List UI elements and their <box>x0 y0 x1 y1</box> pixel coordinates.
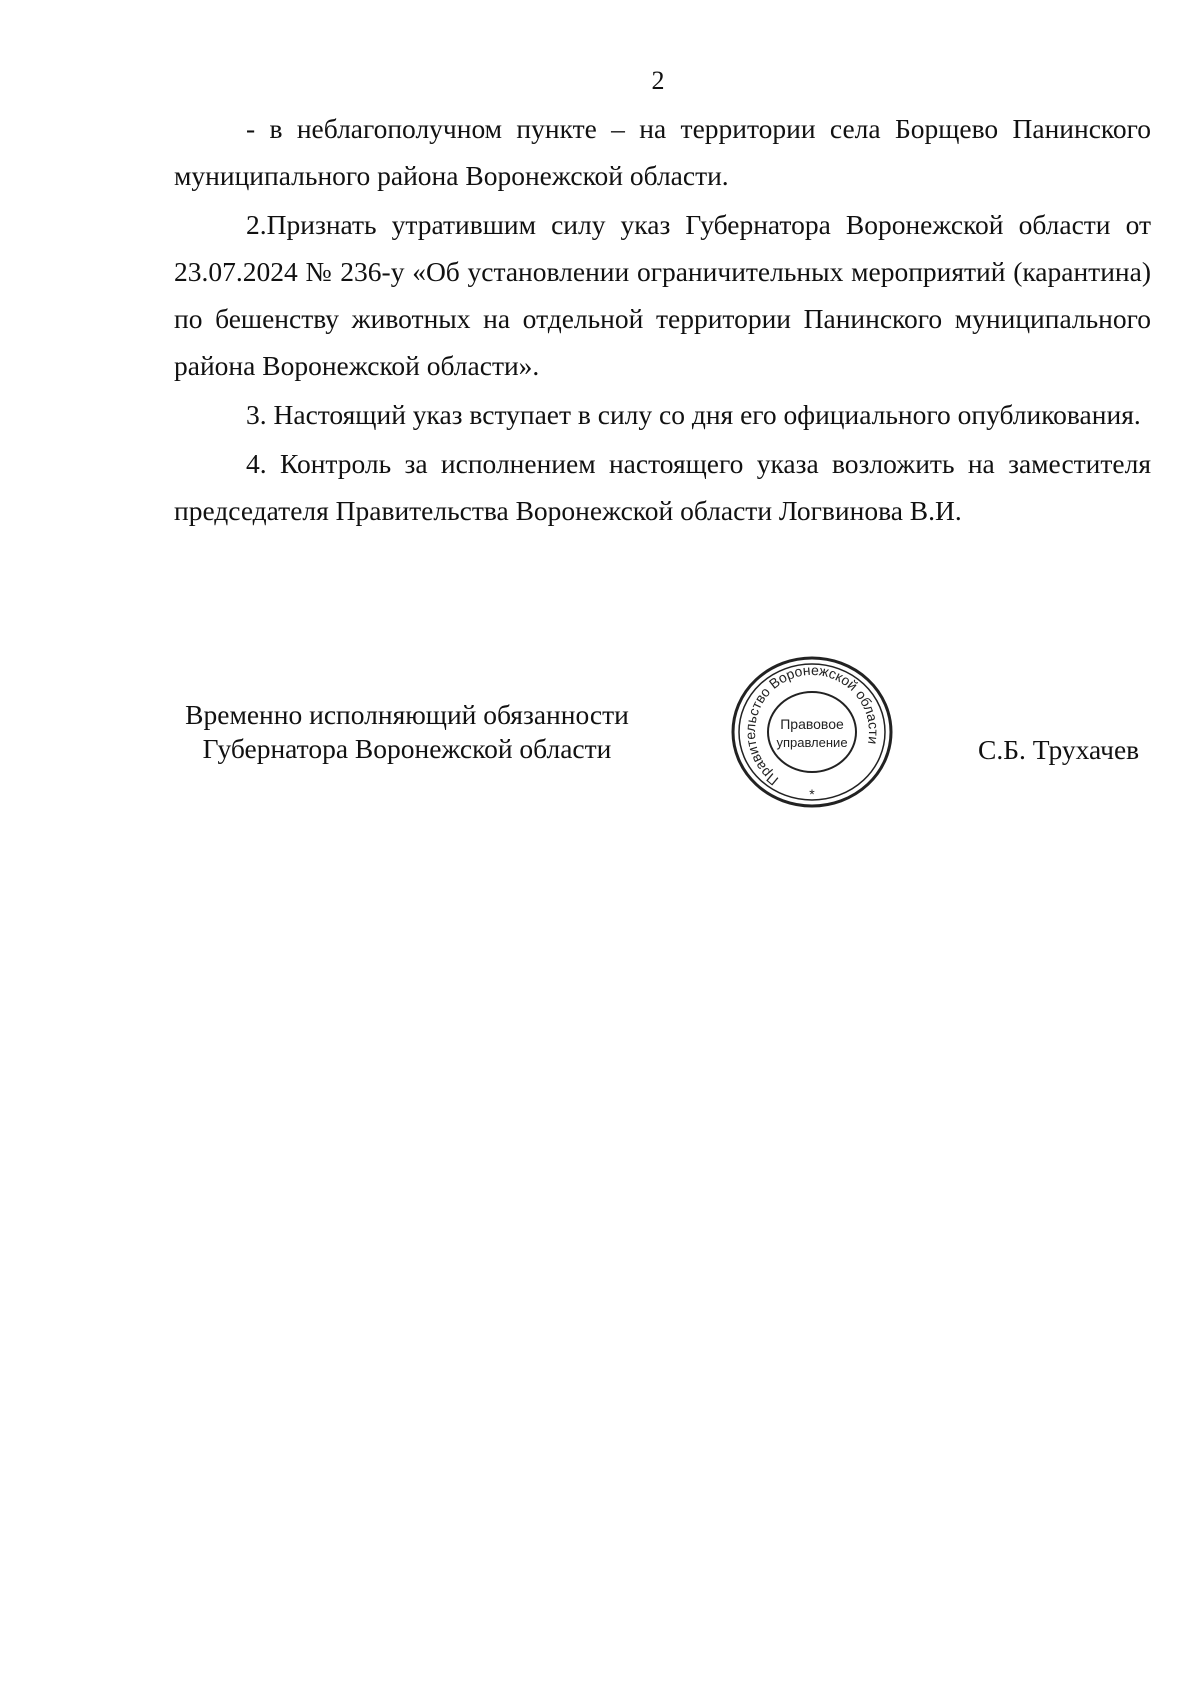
signer-name: С.Б. Трухачев <box>978 734 1140 765</box>
stamp-graphic <box>726 653 898 811</box>
signer-position-line-2: Губернатора Воронежской области <box>202 733 612 764</box>
stamp-inner-line-1: Правовое <box>780 716 844 732</box>
official-stamp <box>726 653 898 811</box>
stamp-outer-text: Правительство Воронежской области <box>741 661 883 789</box>
paragraph-3: 3. Настоящий указ вступает в силу со дня его официального опубликования. <box>246 399 1141 430</box>
paragraph-1: - в неблагополучном пункте – на территории села Борщево Панинского муниципального района Воронежской области. <box>174 113 1151 191</box>
paragraph-2-text: Признать утратившим силу указ Губернатора Воронежской области от 23.07.2024 № 236-у «Об установлении ограничительных мероприятий (карантина) по бешенству животных на отдельной территории Панинского муниципального района Воронежской области». <box>174 209 1151 381</box>
paragraph-2-number: 2. <box>246 209 267 240</box>
stamp-inner-line-2: управление <box>776 735 848 750</box>
signer-position-line-1: Временно исполняющий обязанности <box>185 699 629 730</box>
document-body <box>174 105 1151 534</box>
page-number: 2 <box>651 66 665 95</box>
signer-position <box>172 698 642 766</box>
paragraph-4: 4. Контроль за исполнением настоящего указа возложить на заместителя председателя Правительства Воронежской области Логвинова В.И. <box>174 448 1151 526</box>
paragraph-2 <box>174 201 1151 389</box>
stamp-star-icon: * <box>809 786 815 802</box>
svg-text:Правительство Воронежской обла <box>726 653 898 811</box>
